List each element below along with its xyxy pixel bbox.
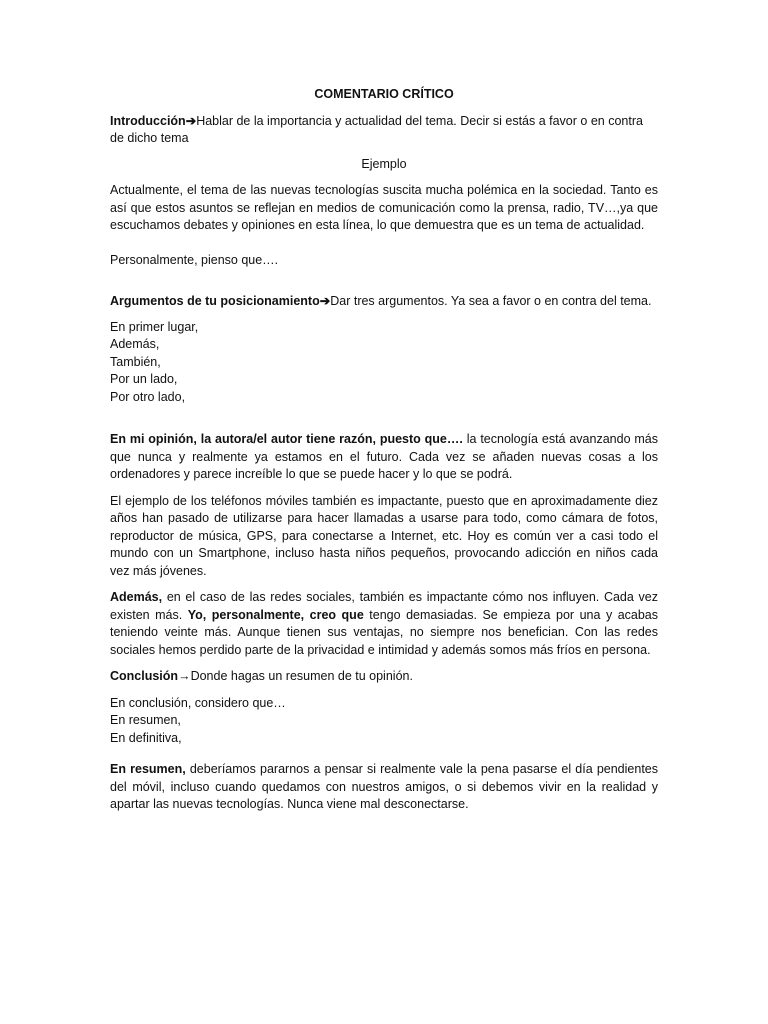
document-title: COMENTARIO CRÍTICO <box>314 87 454 101</box>
example-paragraph: Actualmente, el tema de las nuevas tecnologías suscita mucha polémica en la sociedad. Tanto es así que estos asuntos se reflejan en medios de comunicación como la prensa, radio, TV…,ya que escuchamos debates y opiniones en esta línea, lo que demuestra que es un tema de actualidad. <box>110 183 658 232</box>
conclusion-text: Donde hagas un resumen de tu opinión. <box>190 669 413 683</box>
social-paragraph <box>110 589 658 659</box>
personal-opinion-line: Personalmente, pienso que…. <box>110 252 279 267</box>
conclusion-label: Conclusión <box>110 669 179 683</box>
social-text-1: en el caso de las redes sociales, también es impactante cómo nos influyen. Cada vez existen más. <box>110 590 658 622</box>
connector-item: Además, <box>110 337 160 351</box>
connector-item: En definitiva, <box>110 730 182 745</box>
social-lead-1: Además, <box>110 590 163 604</box>
social-text-2: tengo demasiadas. Se empieza por una y acabas teniendo veinte más. Aunque tienen sus ventajas, no siempre nos benefician. Con las redes sociales hemos perdido parte de la privacidad e intimidad y además somos más fríos en persona. <box>110 607 659 657</box>
conclusion-connector-list <box>110 695 658 748</box>
intro-label: Introducción <box>110 113 186 128</box>
final-paragraph <box>110 761 658 814</box>
final-lead: En resumen, <box>110 762 186 776</box>
phones-paragraph: El ejemplo de los teléfonos móviles también es impactante, puesto que en aproximadamente diez años han pasado de utilizarse para hacer llamadas a usarse para todo, como cámara de fotos, reproductor de música, GPS, para conectarse a Internet, etc. Hoy es común ver a casi todo el mundo con un Smartphone, incluso hasta niños pequeños, provocando adicción en niños cada vez más jóvenes. <box>110 493 658 578</box>
connector-item: En resumen, <box>110 713 181 727</box>
arrow-right-icon: ➔ <box>185 113 197 128</box>
connector-list <box>110 319 658 407</box>
social-lead-2: Yo, personalmente, creo que <box>187 607 364 622</box>
arrow-right-icon: ➔ <box>319 294 331 308</box>
connector-item: En conclusión, considero que… <box>110 695 286 710</box>
arguments-instruction <box>110 293 658 311</box>
opinion-lead: En mi opinión, la autora/el autor tiene razón, puesto que…. <box>110 432 463 446</box>
example-heading: Ejemplo <box>361 156 407 171</box>
intro-text: Hablar de la importancia y actualidad del tema. Decir si estás a favor o en contra de dicho tema <box>110 113 643 145</box>
opinion-text: la tecnología está avanzando más que nunca y realmente ya estamos en el futuro. Cada vez se añaden nuevas cosas a los ordenadores y parece increíble lo que se puede hacer y lo que se podrá. <box>110 432 658 481</box>
intro-instruction <box>110 113 658 148</box>
final-text: deberíamos pararnos a pensar si realmente vale la pena pasarse el día pendientes del móvil, incluso cuando quedamos con nuestros amigos, o si debemos vivir en la realidad y apartar las nuevas tecnologías. Nunca viene mal desconectarse. <box>110 762 658 811</box>
connector-item: En primer lugar, <box>110 319 199 334</box>
arguments-label: Argumentos de tu posicionamiento <box>110 294 320 308</box>
connector-item: Por un lado, <box>110 372 178 386</box>
connector-item: También, <box>110 354 161 369</box>
document-page <box>110 86 658 814</box>
arguments-text: Dar tres argumentos. Ya sea a favor o en contra del tema. <box>330 294 652 308</box>
opinion-paragraph <box>110 431 658 484</box>
connector-item: Por otro lado, <box>110 389 186 404</box>
conclusion-instruction <box>110 668 658 686</box>
arrow-right-icon: → <box>178 669 191 683</box>
